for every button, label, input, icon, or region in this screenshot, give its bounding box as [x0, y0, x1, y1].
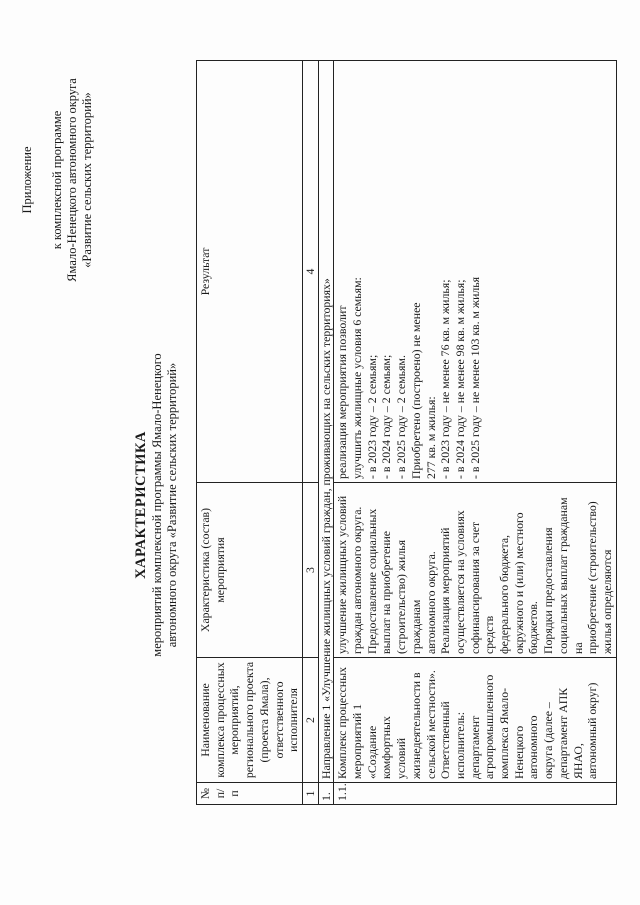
column-number: 1 — [302, 783, 318, 805]
header-description: Характеристика (состав) мероприятия — [197, 483, 303, 658]
table-row — [334, 61, 616, 805]
column-number: 4 — [302, 61, 318, 483]
appendix-line: к комплексной программе — [50, 110, 64, 250]
title-subtitle: автономного округа «Развитие сельских территорий» — [165, 362, 179, 648]
row-name: Комплекс процессных мероприятий 1 «Создание комфортных условий жизнедеятельности в сельской местности». Ответственный исполнитель: департамент агропромышленного комплекса Ямало- Ненецкого автономного округа (далее – департамент АПК ЯНАО, автономный округ) — [334, 658, 616, 783]
header-result: Результат — [197, 61, 303, 483]
appendix-line: Ямало-Ненецкого автономного округа — [65, 78, 79, 282]
appendix-label: Приложение — [20, 146, 34, 214]
appendix-header — [20, 15, 95, 345]
direction-row — [318, 61, 334, 805]
table-header-row — [197, 61, 303, 805]
column-number-row — [302, 61, 318, 805]
title-subtitle: мероприятий комплексной программы Ямало-Ненецкого — [150, 353, 164, 657]
row-description: улучшение жилищных условий граждан автономного округа. Предоставление социальных выплат на приобретение (строительство) жилья гражданам автономного округа. Реализация мероприятий осуществляется на условиях софинансирования за счет средств федерального бюджета, окружного и (или) местного бюджетов. Порядки предоставления социальных выплат гражданам на приобретение (строительство) жилья определяются — [334, 483, 616, 658]
row-result: реализация мероприятия позволит улучшить жилищные условия 6 семьям: - в 2023 году – 2 семьям; - в 2024 году – 2 семьям; - в 2025 году – 2 семьям. Приобретено (построено) не менее 277 кв. м жилья: - в 2023 году – не менее 76 кв. м жилья; - в 2024 году – не менее 98 кв. м жилья; - в 2025 году – не менее 103 кв. м жилья — [334, 61, 616, 483]
direction-title: Направление 1 «Улучшение жилищных условий граждан, проживающих на сельских территориях» — [318, 61, 334, 783]
measures-table — [196, 60, 617, 805]
document-title — [133, 205, 180, 805]
title-main: ХАРАКТЕРИСТИКА — [133, 431, 149, 579]
header-num: № п/п — [197, 783, 303, 805]
header-name: Наименование комплекса процессных мероприятий, регионального проекта (проекта Ямала), ответственного исполнителя — [197, 658, 303, 783]
row-num: 1.1. — [334, 783, 616, 805]
appendix-line: «Развитие сельских территорий» — [80, 92, 94, 268]
column-number: 3 — [302, 483, 318, 658]
column-number: 2 — [302, 658, 318, 783]
direction-num: 1. — [318, 783, 334, 805]
